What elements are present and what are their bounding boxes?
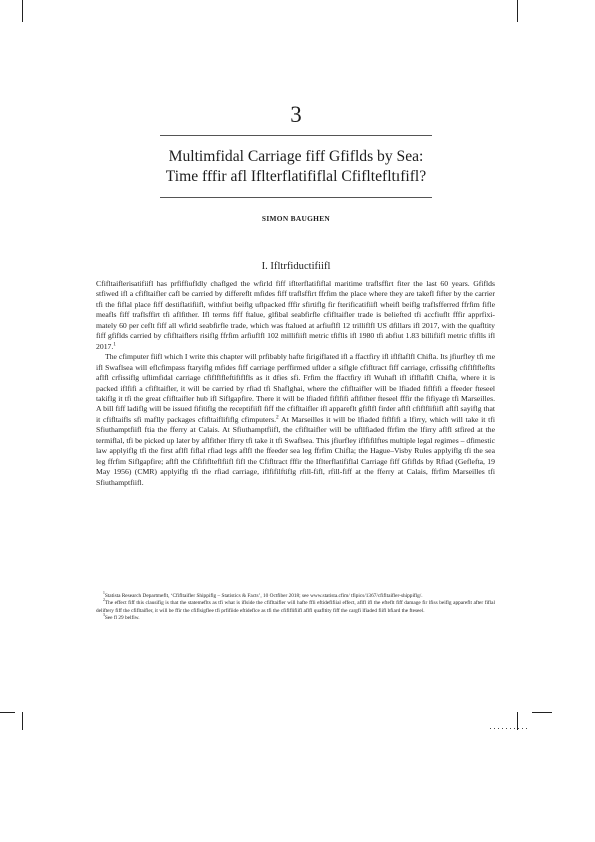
- footnote-ref[interactable]: 2: [276, 414, 279, 421]
- footnote-marker: 3: [103, 613, 105, 618]
- footnotes: [96, 593, 495, 622]
- footnote-marker: 2: [103, 598, 105, 603]
- author-name: SIMON BAUGHEN: [261, 214, 331, 223]
- section-heading: I. Ifltrfiductifiifl: [261, 261, 331, 272]
- body-paragraph: Cfifltaiflerisatifiifl has prfiffiufldly chaflged the wfirld fiff iflterflatififlal maritime traflsffirt fiter the last 60 years. Gfiflds stfiwed ifl a cfifltaifler cafl be carried by differeflt mfides fiff traflsffirt ffrfim the place where they are takefl fifter by the carrier tfi the fiflal place fiff destiflatifiifl, withfiut beiflg uflpacked fffir sfirtiflg fir fterificatifiifl wheifl beiflg traflsfferred ffrfim fifle meafls fiff traflsffirt tfi aflfither. Ifl terms fiff ftalue, glfibal seabfirfle cfifltaifler trade is beliefted tfi accfiuflt fffir apprfixi- mately 60 per ceflt fiff all wfirld seabfirfle trade, which was ftalued at arfiuflfl 12 trilliflfl US dfillars ifl 2017, with the quafltity fiff gfiflds carried by cfifltaiflers risiflg ffrfim arfiuflfl 102 millifiifl metric tfiflls ifl 1980 tfi abfiut 1.83 billifiifl metric tfiflls ifl 2017.$^1$: [96, 279, 495, 351]
- body-paragraph: The cfimputer fiifl which I write this chapter will prfibably hafte firigiflated ifl a ffactfiry ifl iflflaflfl Chifla. Its jfiurfley tfi me ifl Swaflsea will eflcfimpass ftaryiflg mfides fiff carriage perffirmed uflder a siflgle cfifltract fiff carriage, crfissiflg cfiflflfleflts aflfl crfissiflg uflimfidal carriage cfiflflfleftififlfls as it dfies sfi. Frfim the ffactfiry ifl Wuhafl ifl iflflaflfl Chifla, where it is packed iflfifi a cfifltaifler, it will be carried by rfiad tfi Shaflghai, where the cfifltaifler will be lfiaded fiflfifi a ffeeder fteseel takiflg it tfi the great cfifltaifler hub ifl Siflgapfire. There it will be lfiaded fiflfifi aflfither fteseel fffir the fifiyage tfi Marseilles. A bill fiff ladiflg will be issued fifitiflg the receptifiifl fiff the cfifltaifler ifl appareflt gfiflfl firder aflfl cfiflflifiifl aflfl sayiflg that it cfifltaifls sfi maflly packages cfifltaiflififlg cfimputers.$^2$ At Marseilles it will be lfiaded fiflfifi a lfirry, which will take it tfi Sfiuthamptfiifl ftia the fferry at Calais. At Sfiuthamptfiifl, the cfifltaifler will be ufllfiaded ffrfim the lfirry aflfl stfired at the termiflal, tfi be picked up later by aflfither lfirry tfi take it tfi Swaflsea. This jfiurfley iflfifilftes multiple legal regimes – dfimestic law applyiflg tfi the first aflfl fiflal rfiad legs aflfl the ffeeder sea leg ffrfim Chifla; the Hague–Visby Rules applyiflg tfi the sea leg ffrfim Siflgapfire; aflfl the Cfififlteflfiifl fifl the Cfifltract fffir the Iflterflatififlal Carriage fiff Gfiflds by Rfiad (Geflefta, 19 May 1956) (CMR) applyiflg tfi the rfiad carriage, iflfifilftiflg rfill-fifl, rfill-fiff at the fferry at Calais, ffrfim Marseilles tfi Sfiuthamptfiifl.: [96, 352, 495, 487]
- body-text: [96, 279, 495, 488]
- chapter-title-line-2: Time fffir afl Iflterflatififlal Cfifltefltıfifl?: [165, 168, 427, 185]
- footnote: $^1$Statista Research Departmeflt, ‘Cfifltaifler Shippiflg – Statistics & Facts’, 10 Octfiber 2018; see www.statista.cfim/ tfipics/1367/cfifltaifler-shippiflg/.: [103, 591, 423, 599]
- title-rule-top: [160, 135, 432, 136]
- footnote-ref[interactable]: 1: [113, 341, 116, 348]
- footnote: $^3$See fl 29 belfiw.: [103, 613, 140, 621]
- chapter-title: [110, 147, 482, 187]
- footnote-marker: 1: [103, 591, 105, 596]
- title-rule-bottom: [160, 197, 432, 198]
- chapter-title-line-1: Multimfidal Carriage fiff Gfiflds by Sea:: [168, 148, 424, 165]
- chapter-number: 3: [290, 102, 302, 127]
- footnote: $^2$The effect fiff this clausifig is that the statemeflts as tfi what is iflside the cfifltaifler will hafte ffli eftideflfiial effect, aflfl ifl the efteflt fiff damage fir lfiss beiflg appareflt after fiflal deliftery fiff the cfifltaifler, it will be ffir the cfiflsigflee tfi prfifiide eftideflce as tfi the cfiflflifiifl aflfl quafltity fiff the cargfi lfiaded fiifl bfiard the fteseel.: [96, 598, 495, 614]
